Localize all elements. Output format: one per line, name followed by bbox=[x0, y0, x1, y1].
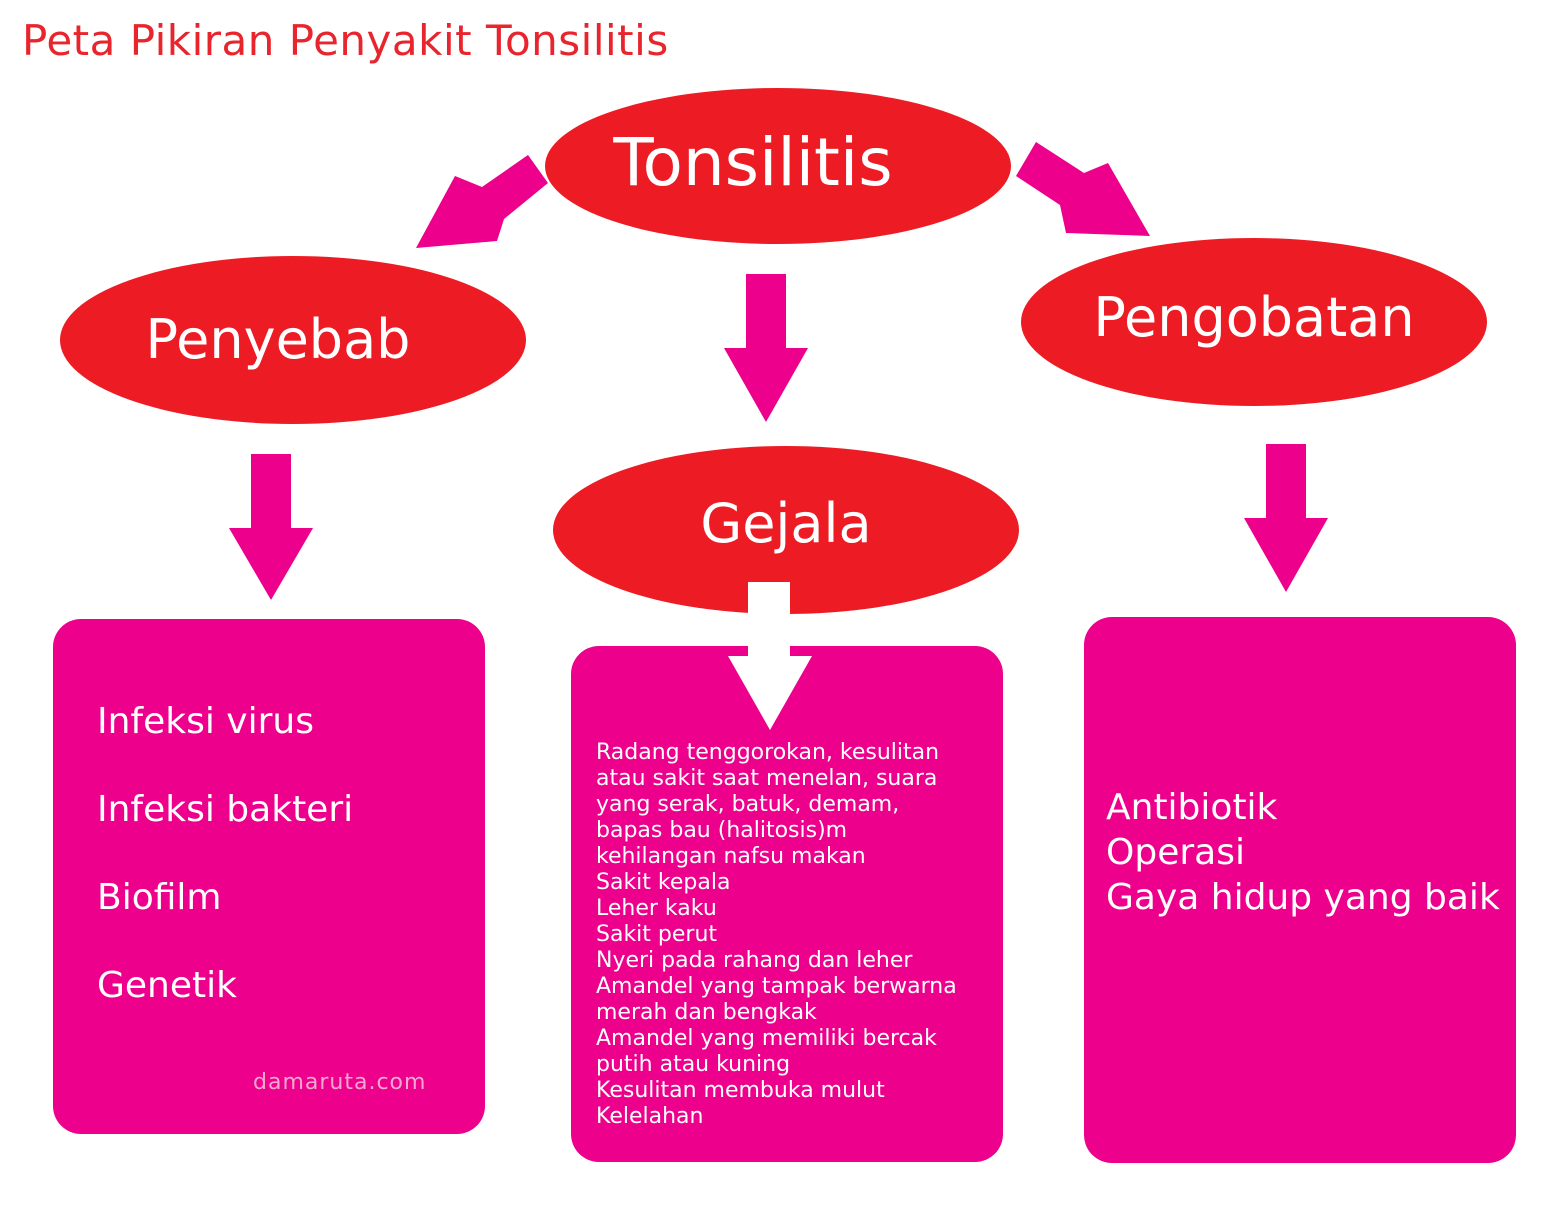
pengobatan-item: Gaya hidup yang baik bbox=[1106, 877, 1500, 918]
gejala-line: kehilangan nafsu makan bbox=[596, 844, 866, 869]
node-pengobatan-label: Pengobatan bbox=[1093, 285, 1415, 349]
gejala-line: Sakit perut bbox=[596, 922, 718, 947]
gejala-line: Amandel yang tampak berwarna bbox=[596, 974, 957, 999]
penyebab-item: Infeksi bakteri bbox=[97, 789, 354, 830]
gejala-line: yang serak, batuk, demam, bbox=[596, 792, 900, 817]
gejala-line: Amandel yang memiliki bercak bbox=[596, 1026, 937, 1051]
gejala-line: Sakit kepala bbox=[596, 870, 731, 895]
node-penyebab-label: Penyebab bbox=[145, 307, 411, 371]
page-title: Peta Pikiran Penyakit Tonsilitis bbox=[22, 16, 669, 65]
gejala-line: Nyeri pada rahang dan leher bbox=[596, 948, 913, 973]
watermark: damaruta.com bbox=[253, 1070, 427, 1095]
gejala-line: Kesulitan membuka mulut bbox=[596, 1078, 885, 1103]
arrow-gejala-box bbox=[728, 582, 812, 730]
gejala-line: Kelelahan bbox=[596, 1104, 704, 1129]
node-gejala-label: Gejala bbox=[700, 491, 872, 555]
gejala-line: atau sakit saat menelan, suara bbox=[596, 766, 938, 791]
gejala-line: bapas bau (halitosis)m bbox=[596, 818, 848, 843]
penyebab-item: Genetik bbox=[97, 965, 237, 1006]
node-tonsilitis-label: Tonsilitis bbox=[613, 123, 893, 201]
pengobatan-item: Antibiotik bbox=[1106, 787, 1278, 828]
gejala-line: Radang tenggorokan, kesulitan bbox=[596, 740, 940, 765]
gejala-line: putih atau kuning bbox=[596, 1052, 791, 1077]
gejala-line: merah dan bengkak bbox=[596, 1000, 817, 1025]
pengobatan-item: Operasi bbox=[1106, 832, 1245, 873]
penyebab-item: Biofilm bbox=[97, 877, 222, 918]
gejala-line: Leher kaku bbox=[596, 896, 717, 921]
penyebab-item: Infeksi virus bbox=[97, 701, 314, 742]
